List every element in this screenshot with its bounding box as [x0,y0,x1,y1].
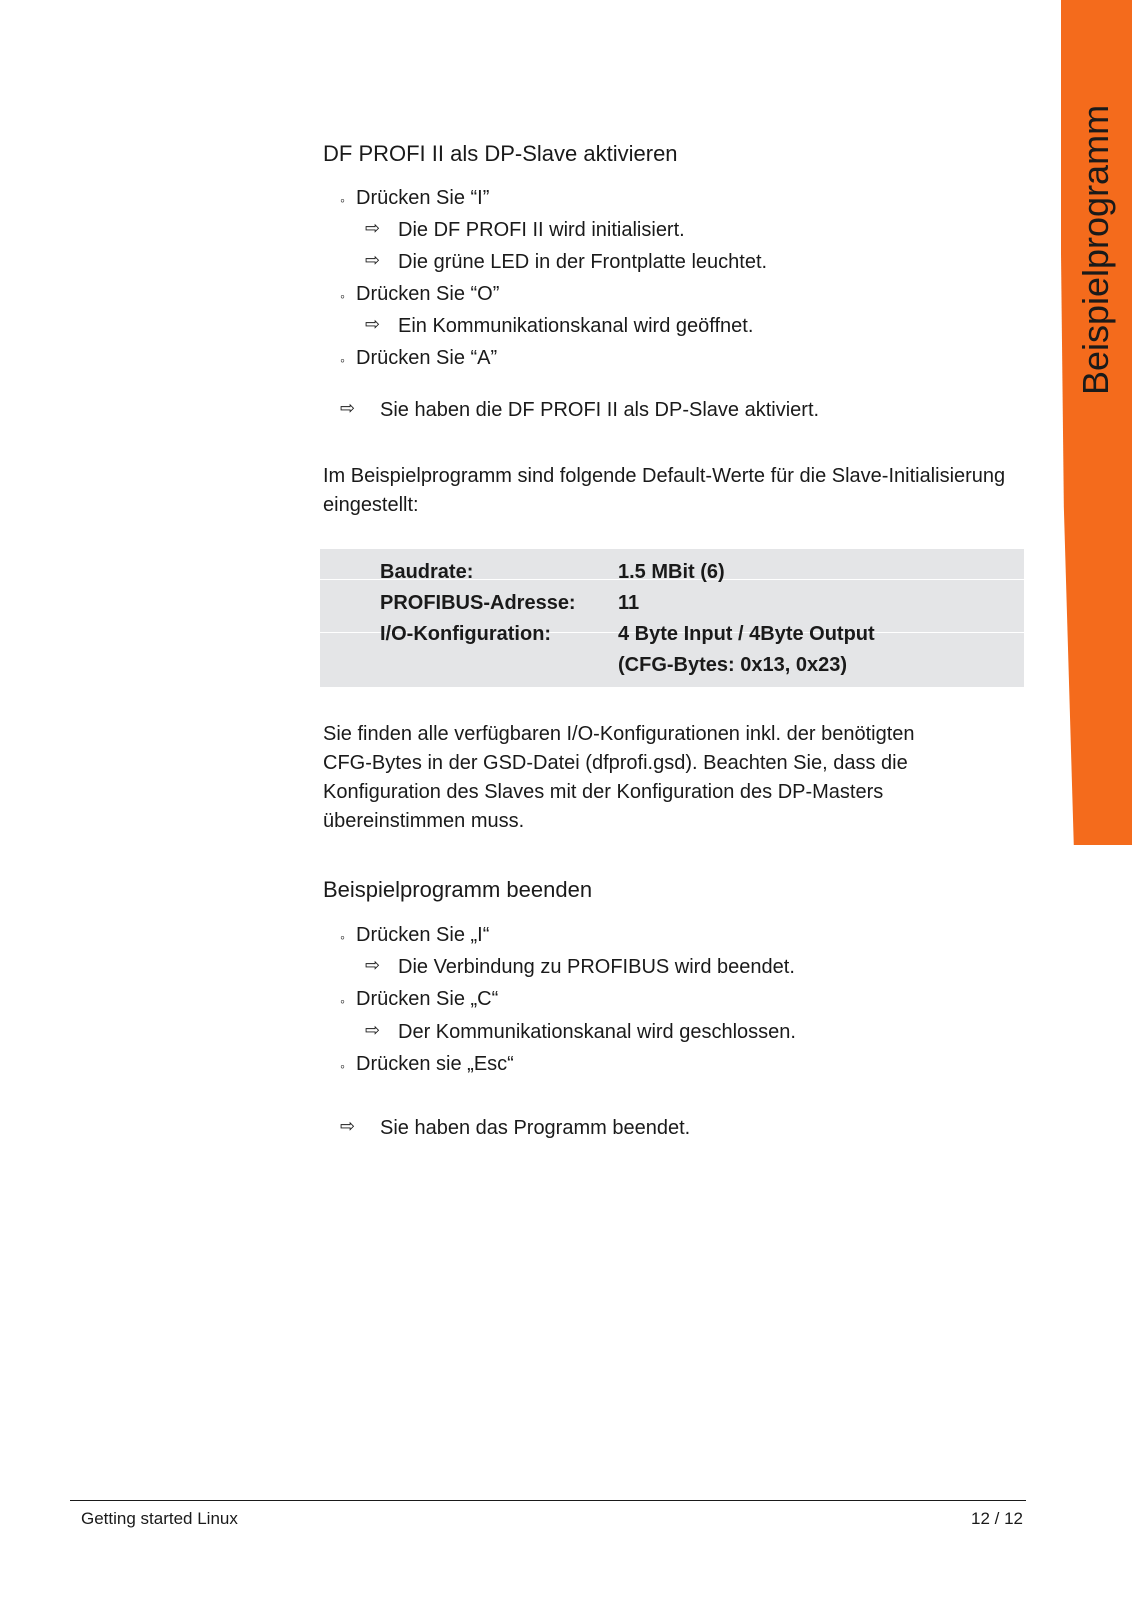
result-arrow-icon: ⇨ [365,250,381,270]
bullet-icon: ◦ [340,288,345,304]
default-label: I/O-Konfiguration: [380,623,552,645]
result-arrow-icon: ⇨ [365,955,381,975]
default-value: (CFG-Bytes: 0x13, 0x23) [618,654,847,676]
section-title-activate: DF PROFI II als DP-Slave aktivieren [323,141,678,166]
step-text: Drücken Sie „I“ [356,924,490,946]
bullet-icon: ◦ [340,1058,345,1074]
side-tab-label: Beispielprogramm [1075,104,1116,396]
step-text: Drücken Sie “O” [356,283,500,305]
step-text: Drücken sie „Esc“ [356,1053,514,1075]
default-value: 4 Byte Input / 4Byte Output [618,623,875,645]
default-value: 11 [618,592,640,614]
default-value: 1.5 MBit (6) [618,561,725,583]
bullet-icon: ◦ [340,929,345,945]
step-result: Die Verbindung zu PROFIBUS wird beendet. [398,956,795,978]
bullet-icon: ◦ [340,993,345,1009]
step-text: Drücken Sie „C“ [356,988,499,1010]
step-text: Drücken Sie “A” [356,347,498,369]
section-title-exit: Beispielprogramm beenden [323,877,593,902]
result-arrow-icon: ⇨ [365,1020,381,1040]
outcome-arrow-icon: ⇨ [340,398,356,418]
section-outcome: Sie haben die DF PROFI II als DP-Slave aktiviert. [380,399,820,421]
step-result: Die grüne LED in der Frontplatte leuchtet. [398,251,768,273]
step-result: Die DF PROFI II wird initialisiert. [398,219,685,241]
result-arrow-icon: ⇨ [365,218,381,238]
footer-page-number: 12 / 12 [971,1509,1023,1528]
step-result: Ein Kommunikationskanal wird geöffnet. [398,315,754,337]
defaults-table [320,549,1024,687]
bullet-icon: ◦ [340,352,345,368]
section-outcome: Sie haben das Programm beendet. [380,1117,691,1139]
step-text: Drücken Sie “I” [356,187,490,209]
step-result: Der Kommunikationskanal wird geschlossen. [398,1021,796,1043]
default-label: PROFIBUS-Adresse: [380,592,576,614]
bullet-icon: ◦ [340,192,345,208]
outcome-arrow-icon: ⇨ [340,1116,356,1136]
result-arrow-icon: ⇨ [365,314,381,334]
note-paragraph [323,720,963,836]
intro-paragraph [323,462,1043,520]
default-label: Baudrate: [380,561,474,583]
footer-rule [70,1500,1026,1501]
footer-document-title: Getting started Linux [81,1509,238,1528]
intro-text: Im Beispielprogramm sind folgende Default-Werte für die Slave-Initialisierung eingestellt: [323,465,1006,516]
note-text: Sie finden alle verfügbaren I/O-Konfigurationen inkl. der benötigten CFG-Bytes in der GSD-Datei (dfprofi.gsd). Beachten Sie, dass die Konfiguration des Slaves mit der Konfiguration des DP-Masters übereinstimmen muss. [323,723,915,832]
